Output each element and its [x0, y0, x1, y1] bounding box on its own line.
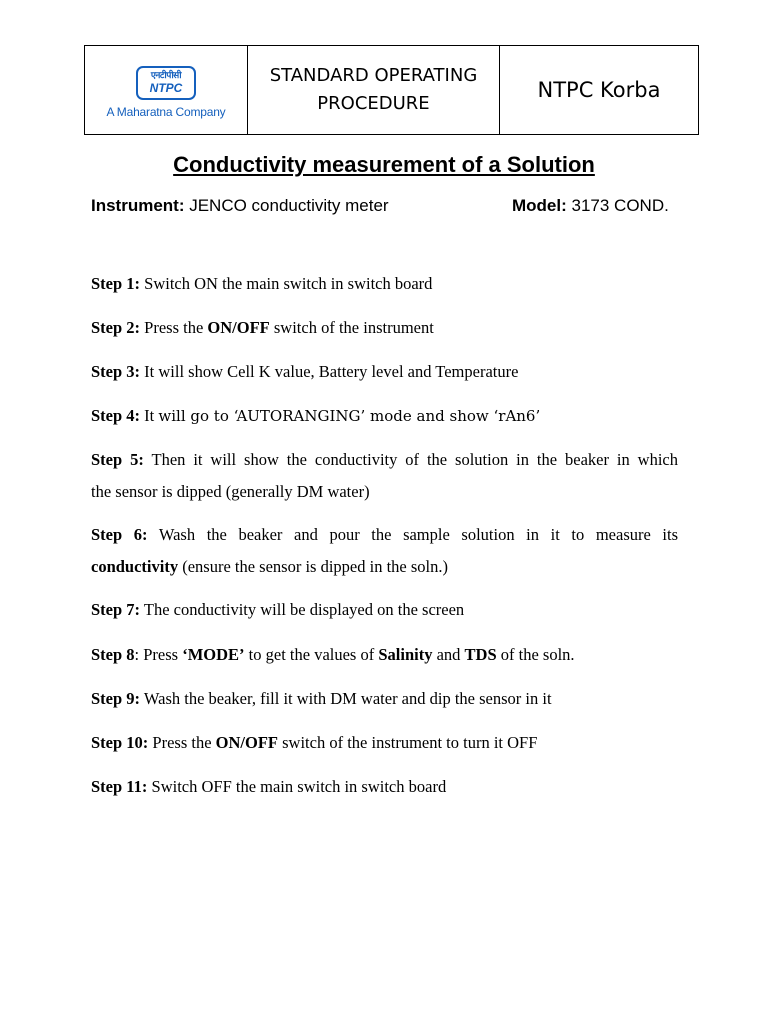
step-text: Switch ON the main switch in switch board	[140, 274, 433, 293]
step-text: to get the values of	[244, 645, 379, 664]
step-text: The conductivity will be displayed on the screen	[140, 600, 465, 619]
step-label: Step 2:	[91, 318, 141, 337]
model-label: Model:	[512, 196, 567, 215]
step-bold-text: Salinity	[378, 645, 433, 664]
logo-cell	[85, 46, 248, 135]
model-line	[512, 196, 669, 216]
step-label: Step 9:	[91, 689, 141, 708]
step-4	[91, 400, 678, 432]
ntpc-logo-icon	[136, 66, 196, 100]
step-label: Step 7:	[91, 600, 141, 619]
step-label: Step 5:	[91, 450, 144, 469]
step-text: the sensor is dipped (generally DM water)	[91, 482, 370, 501]
step-8	[91, 639, 678, 671]
step-text: Switch OFF the main switch in switch board	[147, 777, 447, 796]
logo-tagline: A Maharatna Company	[106, 104, 226, 119]
step-10	[91, 727, 678, 759]
step-bold-text: conductivity	[91, 557, 179, 576]
instrument-value: JENCO conductivity meter	[184, 196, 389, 215]
step-text: and	[432, 645, 465, 664]
step-text: Wash the beaker and pour the sample solution in it to measure its	[147, 525, 678, 544]
step-2	[91, 312, 678, 344]
step-bold-text: ON/OFF	[215, 733, 278, 752]
sop-title-line2: PROCEDURE	[317, 93, 430, 114]
document-title: Conductivity measurement of a Solution	[173, 152, 595, 177]
step-label: Step 8	[91, 645, 135, 664]
step-bold-text: TDS	[464, 645, 497, 664]
step-text: Press the	[140, 318, 208, 337]
step-text: (ensure the sensor is dipped in the soln.)	[178, 557, 448, 576]
step-text: switch of the instrument to turn it OFF	[278, 733, 538, 752]
step-label: Step 3:	[91, 362, 141, 381]
step-text: It	[140, 406, 159, 425]
step-text: Then it will show the conductivity of the solution in the beaker in which	[143, 450, 678, 469]
step-text: of the soln.	[496, 645, 575, 664]
step-bold-text: ON/OFF	[207, 318, 270, 337]
step-text: switch of the instrument	[269, 318, 434, 337]
step-label: Step 10:	[91, 733, 149, 752]
logo-name-text: NTPC	[149, 80, 183, 95]
step-text: Press the	[148, 733, 216, 752]
step-9	[91, 683, 678, 715]
ntpc-logo	[107, 66, 226, 119]
step-line-1	[91, 444, 678, 476]
step-bold-text: ‘MODE’	[182, 645, 245, 664]
step-line-1	[91, 519, 678, 551]
logo-hindi-text: एनटीपीसी	[150, 70, 182, 81]
model-value: 3173 COND.	[566, 196, 669, 215]
header-table	[84, 45, 699, 135]
org-name: NTPC Korba	[537, 78, 661, 102]
step-6	[91, 519, 678, 583]
step-text: Wash the beaker, fill it with DM water and dip the sensor in it	[140, 689, 552, 708]
sop-title-cell	[248, 46, 500, 135]
step-text: will go to ‘AUTORANGING’ mode and show ‘rAn6’	[158, 407, 541, 425]
step-11	[91, 771, 678, 803]
instrument-line	[91, 196, 389, 216]
step-7	[91, 594, 678, 626]
step-text: : Press	[134, 645, 183, 664]
step-3	[91, 356, 678, 388]
step-label: Step 4:	[91, 406, 141, 425]
instrument-label: Instrument:	[91, 196, 185, 215]
org-name-cell	[500, 46, 699, 135]
step-text: It will show Cell K value, Battery level and Temperature	[140, 362, 519, 381]
step-label: Step 1:	[91, 274, 141, 293]
step-label: Step 11:	[91, 777, 148, 796]
sop-title-line1: STANDARD OPERATING	[269, 65, 478, 86]
step-5	[91, 444, 678, 508]
step-1	[91, 268, 678, 300]
step-label: Step 6:	[91, 525, 148, 544]
